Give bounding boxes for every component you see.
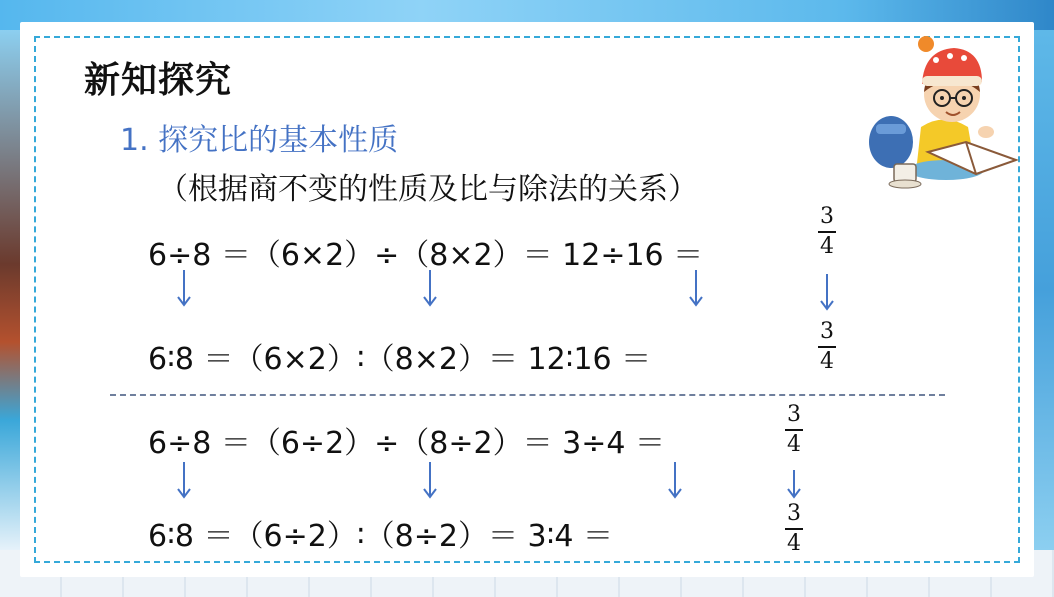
fraction-numerator: 3 — [787, 501, 801, 526]
fraction-bar — [785, 528, 803, 530]
equation-row-3: 6÷8 ＝（6÷2）÷（8÷2）＝ 3÷4 ＝ — [148, 426, 665, 461]
arrow-down-icon — [176, 270, 192, 308]
arrow-down-icon — [176, 462, 192, 500]
fraction-numerator: 3 — [820, 319, 834, 344]
fraction-numerator: 3 — [787, 402, 801, 427]
fraction-numerator: 3 — [820, 204, 834, 229]
arrow-down-icon — [688, 270, 704, 308]
equation-row-1: 6÷8 ＝（6×2）÷（8×2）＝ 12÷16 ＝ — [148, 238, 704, 273]
arrow-down-icon — [786, 466, 802, 504]
background-left — [0, 30, 20, 550]
fraction-bar — [785, 429, 803, 431]
section-divider — [110, 394, 945, 396]
fraction-bar — [818, 346, 836, 348]
arrow-down-icon — [422, 462, 438, 500]
fraction-row-3 — [784, 404, 804, 456]
arrow-down-icon — [422, 270, 438, 308]
equation-row-4: 6∶8 ＝（6÷2）∶（8÷2）＝ 3∶4 ＝ — [148, 519, 613, 554]
subtitle: 1. 探究比的基本性质 — [120, 123, 399, 158]
fraction-bar — [818, 231, 836, 233]
fraction-row-1 — [817, 206, 837, 258]
background-right — [1034, 30, 1054, 550]
fraction-denominator: 4 — [820, 234, 834, 259]
arrow-down-icon — [819, 274, 835, 312]
arrow-down-icon — [667, 462, 683, 500]
fraction-denominator: 4 — [820, 349, 834, 374]
section-title: 新知探究 — [84, 60, 233, 101]
fraction-denominator: 4 — [787, 531, 801, 556]
note-text: （根据商不变的性质及比与除法的关系） — [158, 172, 698, 207]
boy-reading-illustration — [866, 32, 1024, 192]
fraction-denominator: 4 — [787, 432, 801, 457]
equation-row-2: 6∶8 ＝（6×2）∶（8×2）＝ 12∶16 ＝ — [148, 342, 652, 377]
fraction-row-4 — [784, 503, 804, 555]
fraction-row-2 — [817, 321, 837, 373]
